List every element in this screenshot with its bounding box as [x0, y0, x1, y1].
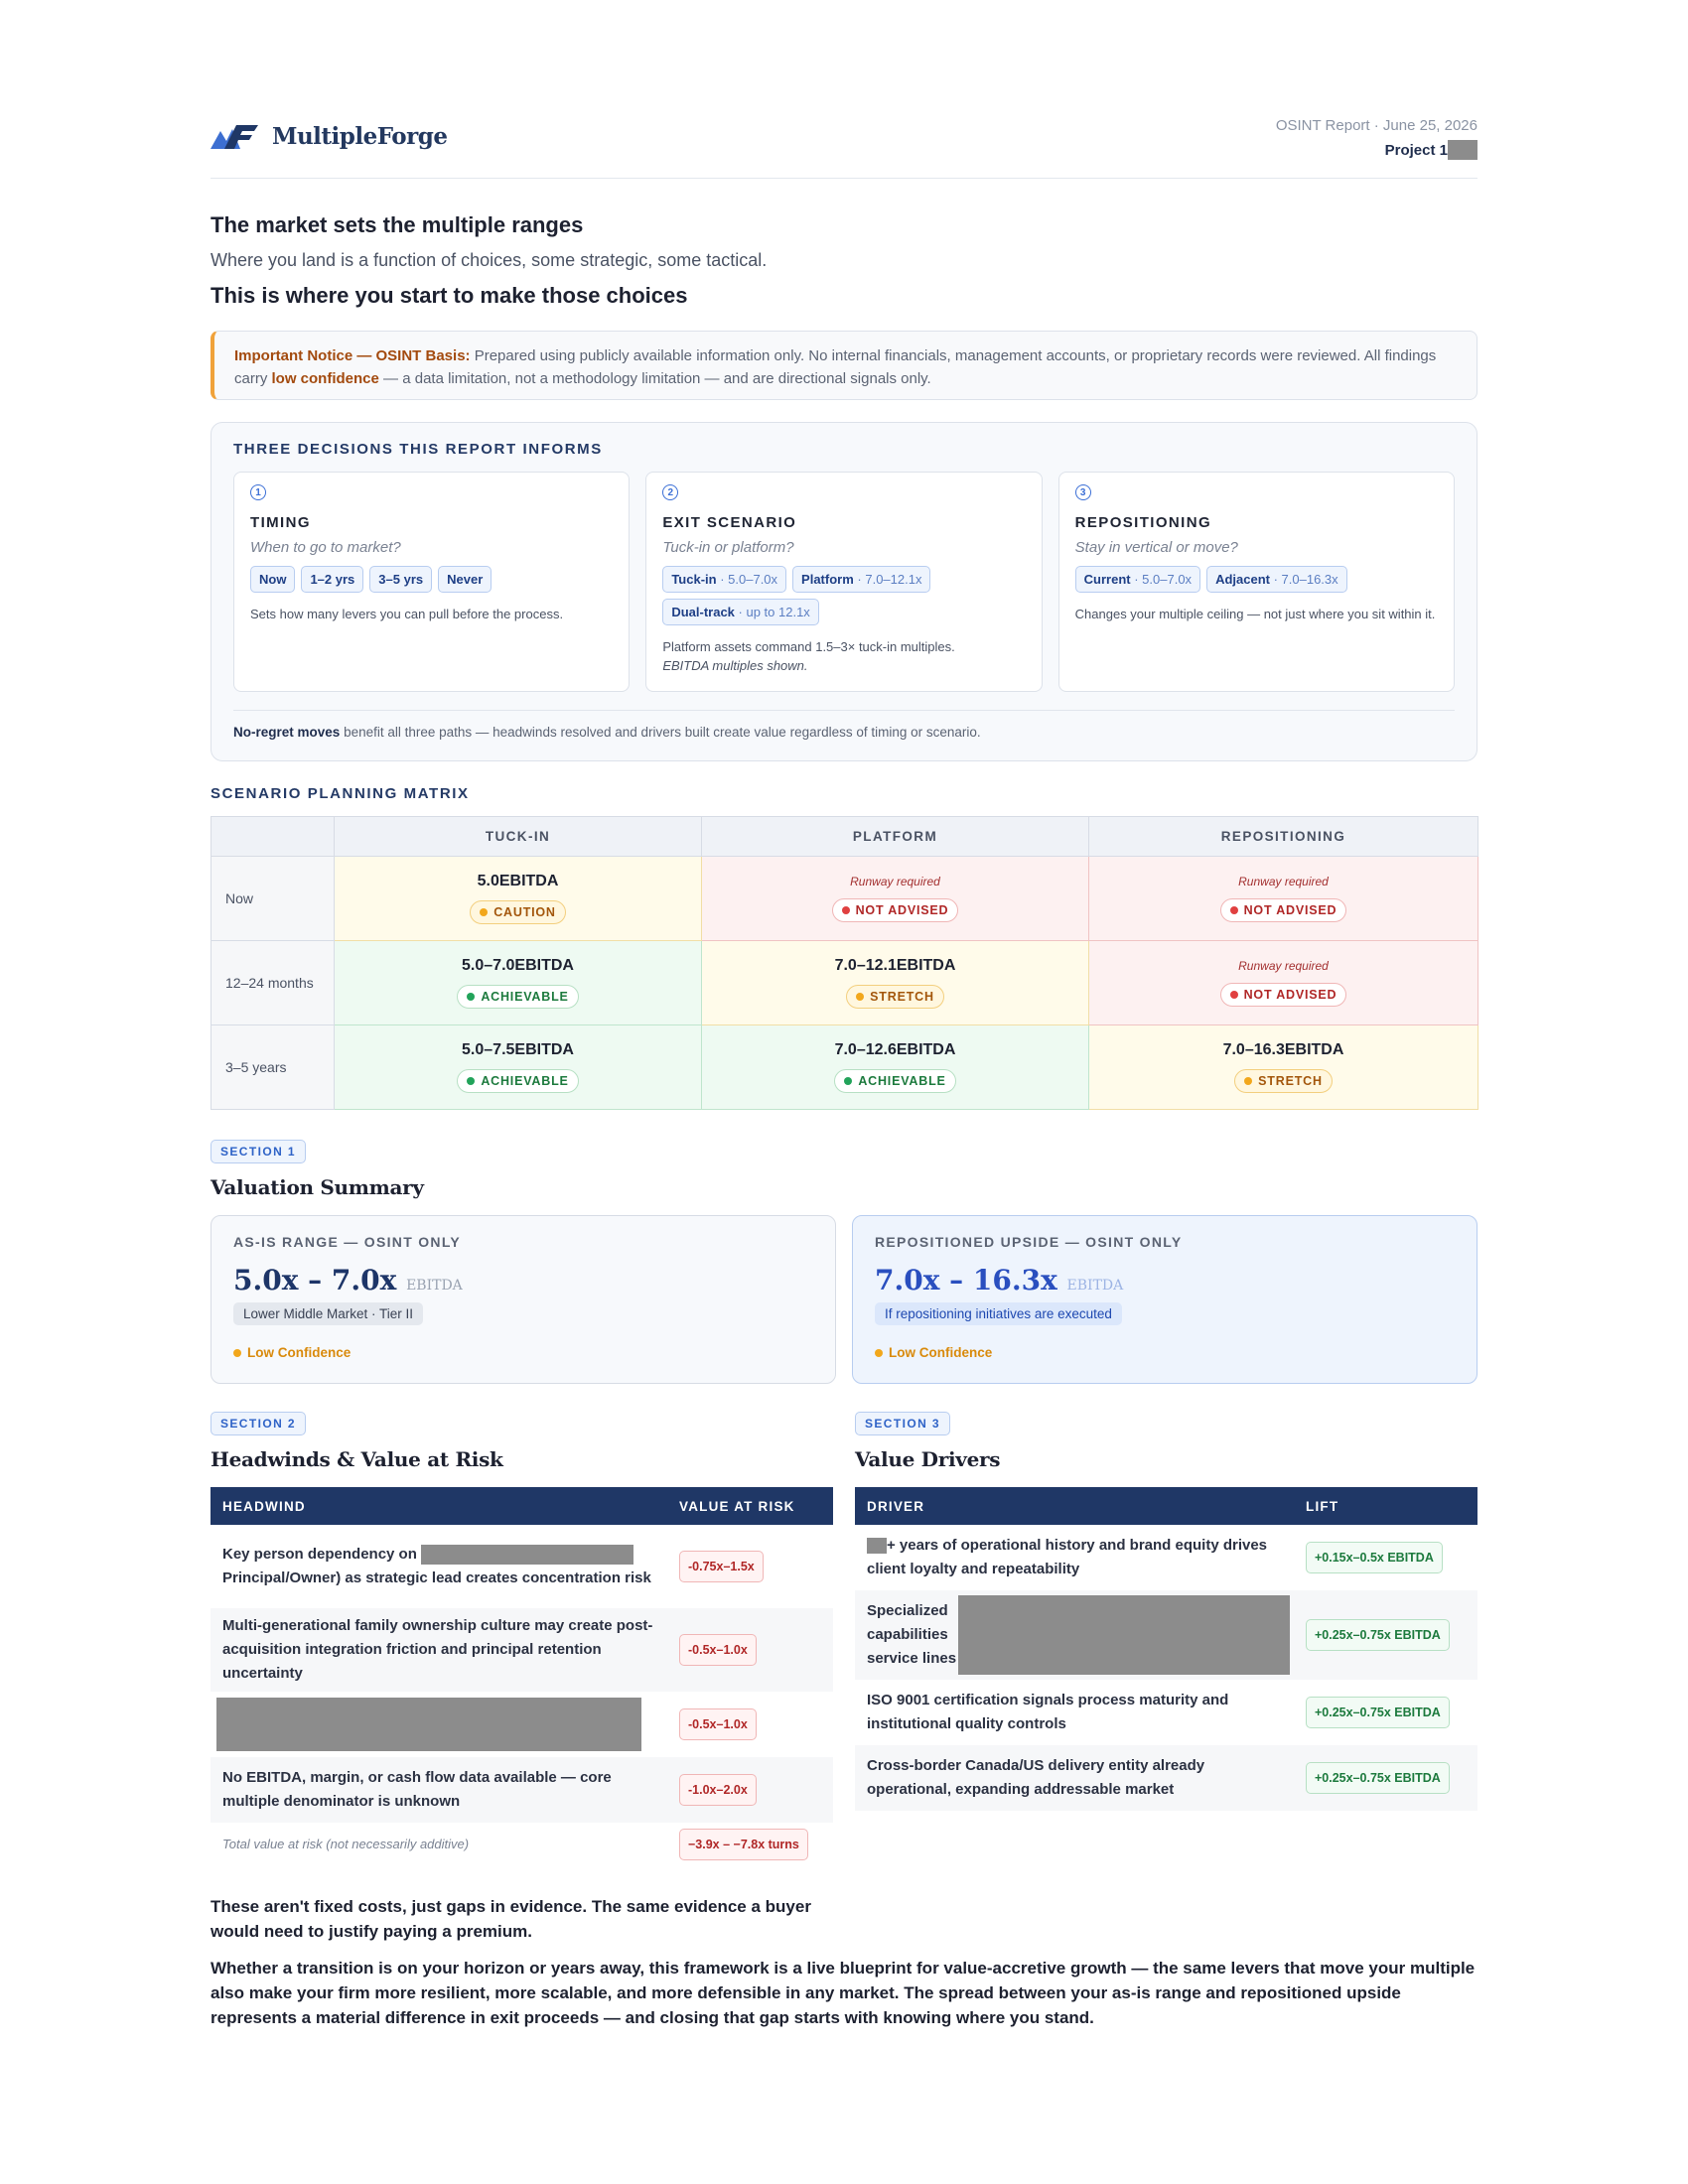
status-pill [832, 898, 959, 922]
runway-note: Runway required [1238, 959, 1329, 973]
total-label: Total value at risk (not necessarily additive) [222, 1837, 470, 1851]
headwind-text: Key person dependency on [222, 1546, 417, 1563]
runway-note: Runway required [1238, 875, 1329, 888]
matrix-cell [702, 1025, 1089, 1110]
as-is-range-value: 5.0x – 7.0x [233, 1264, 397, 1297]
report-meta: OSINT Report · June 25, 2026 [1275, 117, 1477, 134]
confidence-dot-icon [875, 1349, 883, 1357]
chip-value: · up to 12.1x [738, 605, 810, 619]
table-row [211, 1692, 833, 1757]
option-chip [369, 566, 432, 593]
table-row [855, 1745, 1477, 1811]
status-label: NOT ADVISED [1243, 988, 1337, 1002]
status-label: NOT ADVISED [1243, 903, 1337, 917]
value-drivers-section [855, 1412, 1477, 1866]
matrix-corner [211, 817, 335, 857]
total-row [211, 1823, 833, 1866]
upside-caption: REPOSITIONED UPSIDE — OSINT ONLY [875, 1234, 1183, 1250]
valuation-cards [211, 1215, 1477, 1384]
decision-card-1 [233, 472, 630, 692]
risk-badge: -0.5x–1.0x [679, 1634, 757, 1666]
upside-tag: If repositioning initiatives are executed [875, 1302, 1122, 1325]
decisions-caption: THREE DECISIONS THIS REPORT INFORMS [233, 441, 603, 458]
closing [211, 1894, 1477, 2030]
matrix-column-header: TUCK-IN [335, 817, 702, 857]
page-title: The market sets the multiple ranges [211, 212, 584, 237]
runway-note: Runway required [850, 875, 940, 888]
confidence-dot-icon [233, 1349, 241, 1357]
table-row [855, 1680, 1477, 1745]
osint-notice [211, 331, 1477, 400]
driver-text: Specialized capabilities service lines [867, 1602, 957, 1667]
status-label: ACHIEVABLE [481, 1074, 569, 1088]
status-label: ACHIEVABLE [481, 990, 569, 1004]
matrix-row [211, 941, 1478, 1025]
scenario-matrix [211, 816, 1478, 1110]
chip-value: · 5.0–7.0x [1134, 572, 1193, 587]
option-chip [1206, 566, 1347, 593]
multiple-value: 5.0–7.5EBITDA [462, 1041, 574, 1058]
as-is-range [233, 1264, 813, 1297]
status-pill [846, 985, 944, 1009]
driver-text: ISO 9001 certification signals process maturity and institutional quality controls [867, 1692, 1229, 1732]
chip-label: Never [447, 572, 484, 587]
headwind-header: HEADWIND [211, 1487, 667, 1525]
decision-card-3 [1058, 472, 1455, 692]
matrix-cell [702, 857, 1089, 941]
chip-value: · 7.0–16.3x [1273, 572, 1338, 587]
option-chip [1075, 566, 1200, 593]
step-number-icon: 3 [1075, 484, 1091, 500]
decisions-footer [233, 710, 1455, 740]
confidence-label: Low Confidence [889, 1345, 993, 1360]
closing-paragraph: Whether a transition is on your horizon or years away, this framework is a live blueprint for value-accretive growth — the same levers that move your multiple also make your firm more resilient, more scalable, and more defensible in any market. The spread between your as-is range and repositioned upside represents a material difference in exit proceeds — and closing that gap starts with knowing where you stand. [211, 1959, 1476, 2027]
redaction [216, 1698, 641, 1751]
footer-text: benefit all three paths — headwinds resolved and drivers built create value regardless of timing or scenario. [344, 725, 981, 740]
table-row [855, 1525, 1477, 1590]
confidence-label: Low Confidence [247, 1345, 352, 1360]
chip-label: Adjacent [1215, 572, 1270, 587]
matrix-caption: SCENARIO PLANNING MATRIX [211, 785, 470, 802]
decisions-panel [211, 422, 1477, 761]
chip-label: 1–2 yrs [310, 572, 355, 587]
chip-value: · 7.0–12.1x [857, 572, 922, 587]
chip-label: Now [259, 572, 287, 587]
decision-note [250, 605, 613, 623]
notice-text-2: — a data limitation, not a methodology limitation — and are directional signals only. [383, 370, 931, 387]
step-number-icon: 2 [662, 484, 678, 500]
as-is-tag: Lower Middle Market · Tier II [233, 1302, 423, 1325]
multipleforge-logo-icon [211, 121, 260, 151]
matrix-column-header: REPOSITIONING [1089, 817, 1478, 857]
upside-range [875, 1264, 1455, 1297]
status-label: ACHIEVABLE [858, 1074, 946, 1088]
decision-question: Stay in vertical or move? [1074, 539, 1238, 556]
report-header [211, 117, 1477, 179]
drivers-table [855, 1487, 1477, 1811]
value-at-risk-header: VALUE AT RISK [667, 1487, 833, 1525]
multiple-value: 7.0–12.6EBITDA [834, 1041, 956, 1058]
matrix-cell [335, 1025, 702, 1110]
status-pill [457, 985, 578, 1009]
page-subtitle: Where you land is a function of choices, some strategic, some tactical. [211, 250, 768, 270]
lift-badge: +0.25x–0.75x EBITDA [1306, 1619, 1450, 1651]
lift-badge: +0.25x–0.75x EBITDA [1306, 1697, 1450, 1728]
section-2-tag: SECTION 2 [211, 1412, 306, 1435]
upside-range-value: 7.0x – 16.3x [875, 1264, 1057, 1297]
headwinds-table [211, 1487, 833, 1866]
footer-bold: No-regret moves [233, 725, 341, 740]
brand-name: MultipleForge [272, 122, 448, 150]
total-risk-badge: −3.9x – −7.8x turns [679, 1829, 808, 1860]
status-label: STRETCH [870, 990, 934, 1004]
page-title-2: This is where you start to make those choices [211, 283, 688, 308]
status-pill [470, 900, 566, 924]
status-dot-icon [467, 1077, 475, 1085]
status-dot-icon [467, 993, 475, 1001]
matrix-cell [335, 857, 702, 941]
notice-label: Important Notice — OSINT Basis: [234, 347, 471, 364]
headwind-text: Multi-generational family ownership culture may create post-acquisition integration friction and principal retention uncertainty [222, 1617, 653, 1682]
multiple-value: 7.0–16.3EBITDA [1222, 1041, 1344, 1058]
note-text: Changes your multiple ceiling — not just where you sit within it. [1074, 607, 1436, 621]
option-chip [438, 566, 492, 593]
section-3-tag: SECTION 3 [855, 1412, 950, 1435]
status-dot-icon [1244, 1077, 1252, 1085]
headwind-text: Principal/Owner) as strategic lead creates concentration risk [222, 1570, 651, 1586]
table-row [211, 1608, 833, 1692]
option-chip [792, 566, 930, 593]
option-chip [250, 566, 295, 593]
status-pill [834, 1069, 955, 1093]
matrix-column-header: PLATFORM [702, 817, 1089, 857]
note-text: Sets how many levers you can pull before the process. [250, 607, 564, 621]
table-row [855, 1590, 1477, 1680]
lift-badge: +0.25x–0.75x EBITDA [1306, 1762, 1450, 1794]
chip-label: 3–5 yrs [378, 572, 424, 587]
matrix-row [211, 1025, 1478, 1110]
decision-title: TIMING [250, 514, 311, 531]
status-label: NOT ADVISED [855, 903, 949, 917]
table-row [211, 1757, 833, 1823]
section-1-title: Valuation Summary [211, 1175, 424, 1199]
upside-confidence [875, 1345, 1455, 1360]
lift-badge: +0.15x–0.5x EBITDA [1306, 1542, 1443, 1573]
matrix-cell [1089, 941, 1478, 1025]
redaction [1448, 140, 1477, 160]
note-text: Platform assets command 1.5–3× tuck-in multiples. [662, 639, 955, 654]
decision-cards [233, 472, 1455, 692]
risk-badge: -0.5x–1.0x [679, 1708, 757, 1740]
matrix-cell [1089, 1025, 1478, 1110]
driver-text: + years of operational history and brand equity drives client loyalty and repeatability [867, 1537, 1268, 1577]
table-row [211, 1525, 833, 1608]
status-dot-icon [1230, 906, 1238, 914]
matrix-cell [335, 941, 702, 1025]
decision-title: REPOSITIONING [1074, 514, 1212, 531]
brand [211, 121, 447, 151]
matrix-cell [1089, 857, 1478, 941]
option-chips [1075, 566, 1438, 593]
driver-text: Cross-border Canada/US delivery entity already operational, expanding addressable market [867, 1757, 1205, 1798]
decision-note [1075, 605, 1438, 623]
decision-note [662, 637, 1025, 675]
as-is-card [211, 1215, 836, 1384]
as-is-caption: AS-IS RANGE — OSINT ONLY [233, 1234, 462, 1250]
risk-badge: -1.0x–2.0x [679, 1774, 757, 1806]
chip-label: Platform [801, 572, 854, 587]
decision-title: EXIT SCENARIO [662, 514, 797, 531]
notice-highlight: low confidence [271, 370, 379, 387]
headwinds-section [211, 1412, 833, 1866]
matrix-row-label: Now [211, 857, 335, 941]
notice-text-1: Prepared using publicly available information only. No internal financials, management accounts, or proprietary records were reviewed. All findings carry [234, 347, 1437, 387]
chip-label: Dual-track [671, 605, 735, 619]
decision-question: When to go to market? [250, 539, 401, 556]
decision-question: Tuck-in or platform? [662, 539, 794, 556]
status-label: CAUTION [493, 905, 556, 919]
option-chip [301, 566, 363, 593]
multiple-value: 7.0–12.1EBITDA [834, 957, 956, 974]
risk-badge: -0.75x–1.5x [679, 1551, 764, 1582]
decision-card-2 [645, 472, 1042, 692]
redaction [867, 1538, 887, 1554]
status-dot-icon [856, 993, 864, 1001]
upside-unit: EBITDA [1066, 1278, 1124, 1294]
option-chip [662, 599, 818, 625]
headwind-text: No EBITDA, margin, or cash flow data available — core multiple denominator is unknown [222, 1769, 612, 1810]
status-pill [1234, 1069, 1333, 1093]
multiple-value: 5.0–7.0EBITDA [462, 957, 574, 974]
status-dot-icon [844, 1077, 852, 1085]
driver-header: DRIVER [855, 1487, 1294, 1525]
option-chips [250, 566, 613, 593]
lift-header: LIFT [1294, 1487, 1477, 1525]
multiple-value: 5.0EBITDA [477, 873, 559, 889]
matrix-cell [702, 941, 1089, 1025]
step-number-icon: 1 [250, 484, 266, 500]
section-3-title: Value Drivers [855, 1447, 1001, 1471]
redaction [958, 1595, 1290, 1675]
section-2-title: Headwinds & Value at Risk [211, 1447, 503, 1471]
status-pill [1220, 983, 1347, 1007]
project-name [1276, 140, 1477, 160]
redaction [421, 1545, 633, 1565]
matrix-row-label: 12–24 months [211, 941, 335, 1025]
project-label: Project 1 [1384, 141, 1448, 159]
as-is-unit: EBITDA [406, 1278, 463, 1294]
upside-card [852, 1215, 1477, 1384]
status-dot-icon [480, 908, 488, 916]
status-pill [1220, 898, 1347, 922]
closing-line-1: These aren't fixed costs, just gaps in evidence. The same evidence a buyer would need to justify paying a premium. [211, 1897, 811, 1941]
matrix-row [211, 857, 1478, 941]
status-label: STRETCH [1258, 1074, 1323, 1088]
matrix-row-label: 3–5 years [211, 1025, 335, 1110]
chip-value: · 5.0–7.0x [720, 572, 778, 587]
chip-label: Tuck-in [671, 572, 717, 587]
option-chip [662, 566, 786, 593]
status-dot-icon [842, 906, 850, 914]
status-pill [457, 1069, 578, 1093]
option-chips [662, 566, 1025, 625]
section-1-tag: SECTION 1 [211, 1140, 306, 1163]
chip-label: Current [1083, 572, 1131, 587]
status-dot-icon [1230, 991, 1238, 999]
note-italic: EBITDA multiples shown. [662, 658, 808, 673]
as-is-confidence [233, 1345, 813, 1360]
